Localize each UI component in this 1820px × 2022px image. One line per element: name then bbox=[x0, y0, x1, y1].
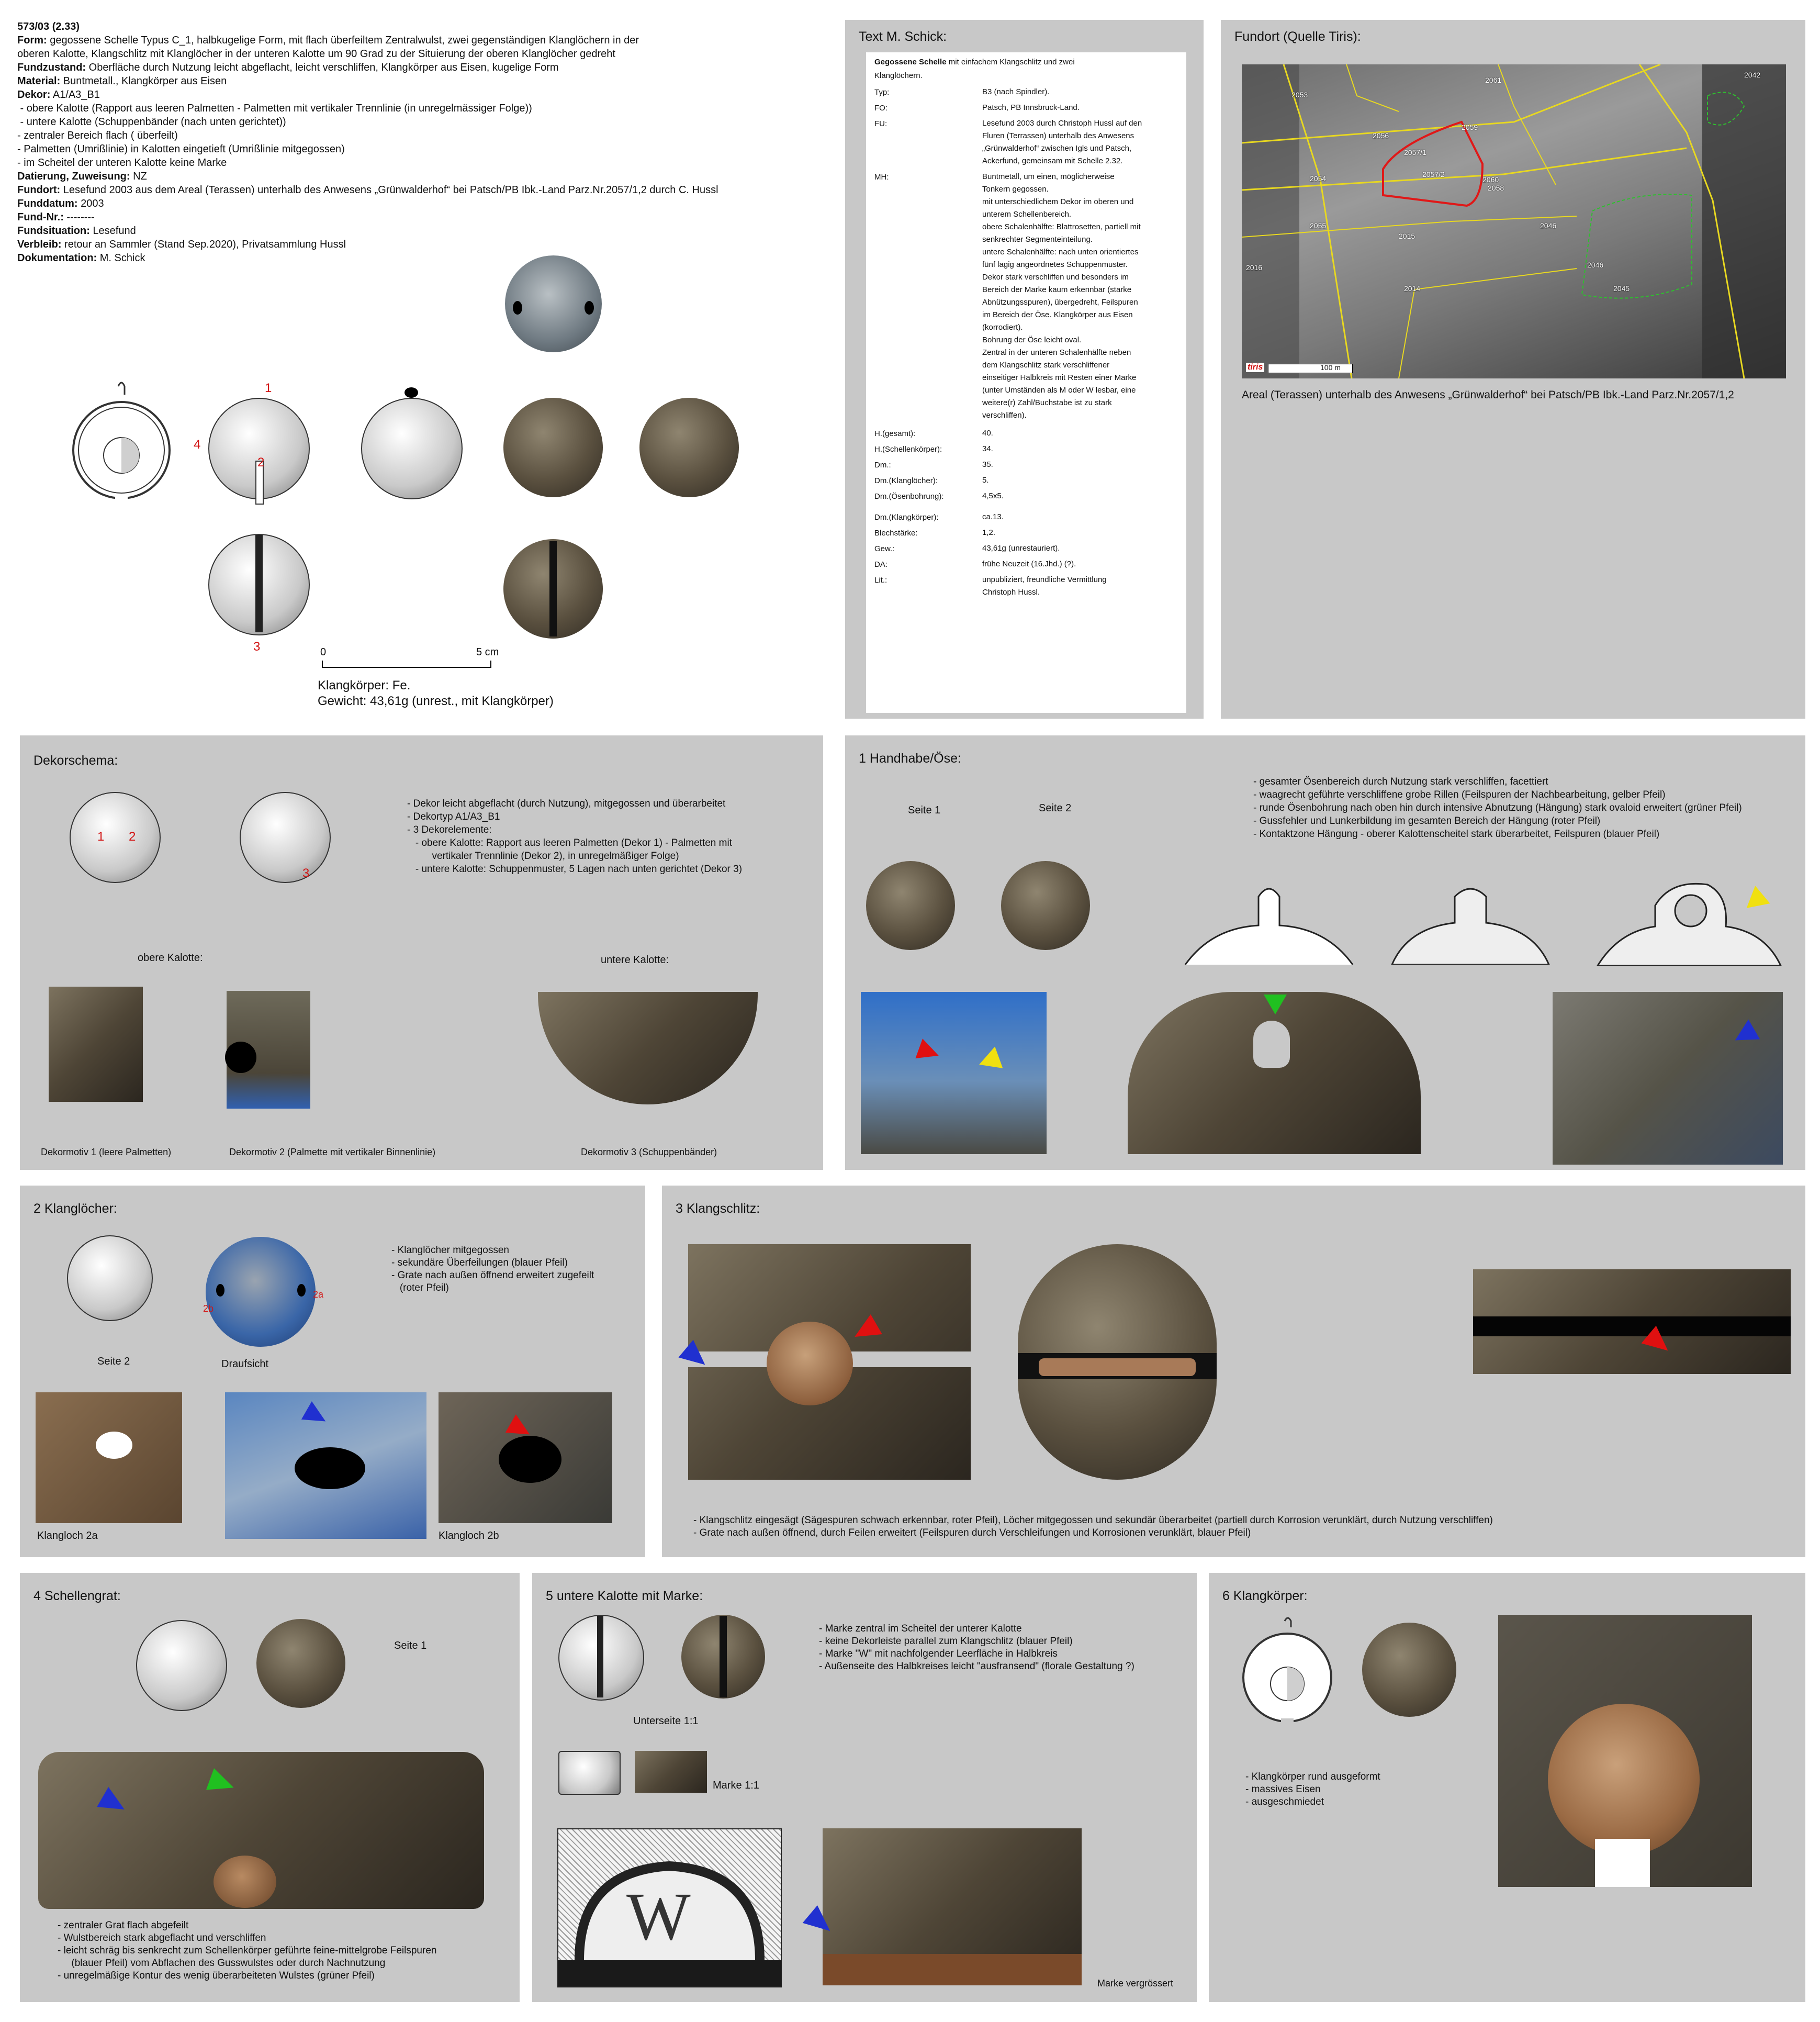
object-id: 573/03 (2.33) bbox=[17, 21, 80, 32]
klangloch-notes: - Klanglöcher mitgegossen - sekundäre Überfeilungen (blauer Pfeil) - Grate nach außen öffnend erweitert zugefeilt (roter Pfeil) bbox=[391, 1245, 594, 1293]
description-line bbox=[17, 197, 834, 210]
schick-row-key: H.(Schellenkörper): bbox=[874, 445, 942, 454]
handhabe-detail-loop bbox=[1128, 992, 1421, 1154]
marke-photo-slit bbox=[720, 1616, 727, 1697]
schick-row-value: B3 (nach Spindler). bbox=[982, 87, 1050, 96]
dekor-detail-3 bbox=[538, 992, 758, 1104]
schick-row-value: 1,2. bbox=[982, 528, 996, 537]
object-description bbox=[17, 20, 834, 265]
sound-hole-2b bbox=[297, 1284, 306, 1297]
schick-row-value: frühe Neuzeit (16.Jhd.) (?). bbox=[982, 560, 1076, 568]
label-marke-1-1: Marke 1:1 bbox=[713, 1780, 759, 1791]
bell-drawing-side2 bbox=[361, 398, 463, 499]
clapper bbox=[214, 1856, 276, 1908]
marke-large-drawing bbox=[557, 1828, 782, 1987]
klangloch-2b-hole bbox=[499, 1436, 561, 1483]
panel-klangschlitz bbox=[662, 1186, 1805, 1557]
description-line bbox=[17, 170, 834, 183]
map-parcel-label: 2059 bbox=[1462, 123, 1478, 131]
green-arrow bbox=[1264, 995, 1287, 1014]
klangkoerper-photo bbox=[1362, 1623, 1456, 1717]
panel-title: Fundort (Quelle Tiris): bbox=[1234, 29, 1361, 44]
description-value: Buntmetall., Klangkörper aus Eisen bbox=[60, 75, 227, 87]
loop-opening bbox=[1253, 1021, 1290, 1068]
schick-row-key: MH: bbox=[874, 173, 889, 182]
schick-row-key: Typ: bbox=[874, 88, 890, 97]
description-value: Lesefund bbox=[89, 225, 136, 237]
bottom-slit bbox=[549, 541, 557, 636]
schick-row-key: DA: bbox=[874, 560, 888, 569]
description-line bbox=[17, 102, 834, 115]
map-parcel-label: 2054 bbox=[1310, 174, 1327, 183]
clapper-edge bbox=[1039, 1358, 1196, 1376]
label-seite-1: Seite 1 bbox=[394, 1640, 427, 1651]
slit-detail bbox=[1473, 1316, 1791, 1336]
description-line bbox=[17, 129, 834, 142]
description-value: 2003 bbox=[77, 198, 104, 209]
schick-row-value: 40. bbox=[982, 429, 993, 438]
handhabe-photo-1 bbox=[866, 861, 955, 950]
schick-row-value: unpubliziert, freundliche Vermittlung Christoph Hussl. bbox=[982, 575, 1107, 597]
description-line bbox=[17, 115, 834, 129]
handhabe-photo-2 bbox=[1001, 861, 1090, 950]
panel-title: Dekorschema: bbox=[33, 753, 118, 768]
mark-2a: 2a bbox=[313, 1289, 324, 1300]
klangloch-2a-hole bbox=[96, 1432, 132, 1459]
schick-row-value: 34. bbox=[982, 444, 993, 453]
label-seite-2: Seite 2 bbox=[1039, 802, 1072, 814]
tiris-logo: tiris bbox=[1246, 363, 1264, 372]
caption-dekormotiv-2: Dekormotiv 2 (Palmette mit vertikaler Binnenlinie) bbox=[229, 1147, 436, 1157]
caption-klangloch-2a: Klangloch 2a bbox=[37, 1530, 98, 1541]
clapper-closeup bbox=[1548, 1704, 1700, 1856]
mark-2b: 2b bbox=[203, 1303, 214, 1314]
schick-row-key: FU: bbox=[874, 119, 887, 128]
panel-title: Text M. Schick: bbox=[859, 29, 947, 44]
klangkoerper-notes: - Klangkörper rund ausgeformt - massives Eisen - ausgeschmiedet bbox=[1245, 1771, 1380, 1807]
label-untere-kalotte: untere Kalotte: bbox=[601, 954, 669, 966]
description-key: Verbleib: bbox=[17, 239, 62, 250]
description-key: Material: bbox=[17, 75, 61, 87]
bell-photo-side1 bbox=[503, 398, 603, 497]
dekor-notes: - Dekor leicht abgeflacht (durch Nutzung), mitgegossen und überarbeitet - Dekortyp A1/A3_B1 - 3 Dekorelemente: - obere Kalotte: Rapport aus leeren Palmetten (Dekor 1) - Palmetten mit vertikaler Trennlinie (Dekor 2), in unregelmäßiger Folge) - untere Kalotte: Schuppenmuster, 5 Lagen nach unten gerichtet (Dekor 3) bbox=[407, 798, 743, 875]
description-key: Fundsituation: bbox=[17, 225, 90, 237]
handhabe-notes: - gesamter Ösenbereich durch Nutzung stark verschliffen, facettiert - waagrecht geführte verschliffene grobe Rillen (Feilspuren der Nachbearbeitung, gelber Pfeil) - runde Ösenbohrung nach oben hin durch intensive Abnutzung (Hängung) stark ovaloid erweitert (grüner Pfeil) - Gussfehler und Lunkerbildung im gesamten Bereich der Hängung (roter Pfeil) - Kontaktzone Hängung - oberer Kalottenscheitel stark überarbeitet, Feilspuren (blauer Pfeil) bbox=[1253, 776, 1742, 840]
caption-klangloch-2b: Klangloch 2b bbox=[439, 1530, 499, 1541]
description-value: gegossene Schelle Typus C_1, halbkugelige Form, mit flach überfeiltem Zentralwulst, zwei gegenständigen Klanglöchern in der bbox=[47, 35, 639, 46]
panel-dekorschema bbox=[20, 735, 823, 1170]
dekor-drawing-2 bbox=[240, 792, 331, 883]
sound-hole bbox=[585, 301, 594, 315]
map-caption: Areal (Terassen) unterhalb des Anwesens „Grünwalderhof“ bei Patsch/PB Ibk.-Land Parz.Nr.2057/1,2 bbox=[1242, 389, 1734, 401]
description-value: - untere Kalotte (Schuppenbänder (nach unten gerichtet)) bbox=[17, 116, 286, 128]
schick-intro-line2: Klanglöchern. bbox=[874, 71, 923, 80]
dekor-num-3: 3 bbox=[302, 866, 310, 880]
schick-row-key: Dm.: bbox=[874, 461, 891, 470]
handhabe-detail-contact bbox=[1553, 992, 1783, 1165]
marke-small-drawing bbox=[558, 1751, 621, 1795]
label-marke-vergroessert: Marke vergrössert bbox=[1097, 1978, 1174, 1989]
schellengrat-photo bbox=[256, 1619, 345, 1708]
description-value: oberen Kalotte, Klangschlitz mit Klanglöcher in der unteren Kalotte um 90 Grad zu der Situierung der oberen Klanglöcher gedreht bbox=[17, 48, 615, 60]
klangloch-dark-hole bbox=[295, 1447, 365, 1489]
handhabe-detail-blue bbox=[861, 992, 1047, 1154]
description-key: Datierung, Zuweisung: bbox=[17, 171, 130, 182]
drawing-number-4: 4 bbox=[194, 438, 201, 452]
scale-bar bbox=[322, 661, 491, 668]
marke-photo-edge bbox=[823, 1954, 1082, 1985]
map-parcel-label: 2045 bbox=[1613, 284, 1630, 293]
description-line bbox=[17, 210, 834, 224]
dekor-num-1: 1 bbox=[97, 830, 105, 844]
description-line bbox=[17, 183, 834, 197]
loop-drawing-1 bbox=[1180, 870, 1358, 965]
panel-title: 1 Handhabe/Öse: bbox=[859, 751, 961, 766]
slit-below-clapper bbox=[1595, 1839, 1650, 1887]
description-line bbox=[17, 47, 834, 61]
label-seite-1: Seite 1 bbox=[908, 805, 941, 816]
label-draufsicht: Draufsicht bbox=[221, 1358, 269, 1370]
map-parcel-label: 2046 bbox=[1540, 221, 1557, 230]
schick-row-key: Dm.(Ösenbohrung): bbox=[874, 492, 944, 501]
loop-drawing-2 bbox=[1387, 870, 1554, 965]
description-value: NZ bbox=[130, 171, 147, 182]
loop-hole bbox=[405, 387, 418, 398]
label-unterseite: Unterseite 1:1 bbox=[633, 1715, 699, 1727]
schick-intro bbox=[874, 58, 1075, 66]
caption-gewicht: Gewicht: 43,61g (unrest., mit Klangkörper) bbox=[318, 694, 554, 708]
schick-row-value: Lesefund 2003 durch Christoph Hussl auf den Fluren (Terrassen) unterhalb des Anwesens „Grünwalderhof“ zwischen Igls und Patsch, Ackerfund, gemeinsam mit Schelle 2.32. bbox=[982, 119, 1142, 165]
schick-text-sheet bbox=[866, 52, 1186, 713]
scale-label-5: 5 cm bbox=[476, 646, 499, 658]
description-key: Dokumentation: bbox=[17, 252, 97, 264]
description-value: -------- bbox=[63, 211, 95, 223]
panel-fundort bbox=[1221, 20, 1805, 719]
map-parcel-label: 2060 bbox=[1482, 175, 1499, 184]
drawing-number-2: 2 bbox=[257, 455, 265, 470]
bell-photo-side2 bbox=[639, 398, 739, 497]
marke-drawing-slit bbox=[597, 1616, 603, 1697]
schick-row-key: H.(gesamt): bbox=[874, 429, 916, 438]
map-parcel-label: 2057/1 bbox=[1404, 148, 1426, 157]
description-line bbox=[17, 142, 834, 156]
schick-row-value: ca.13. bbox=[982, 512, 1004, 521]
caption-klangkoerper: Klangkörper: Fe. bbox=[318, 678, 411, 692]
schick-row-key: Dm.(Klanglöcher): bbox=[874, 476, 938, 485]
description-line bbox=[17, 61, 834, 74]
description-value: - obere Kalotte (Rapport aus leeren Palmetten - Palmetten mit vertikaler Trennlinie (in unregelmässiger Folge)) bbox=[17, 103, 532, 114]
sound-hole bbox=[225, 1042, 256, 1073]
schick-row-value: Buntmetall, um einen, möglicherweise Tonkern gegossen. mit unterschiedlichem Dekor im oberen und unterem Schellenbereich. obere Schalenhälfte: Blattrosetten, partiell mit senkrechter Segmenteinteilung. untere Schalenhälfte: nach unten orientiertes fünf lagig angeordnetes Schuppenmuster. Dekor stark verschliffen und besonders im Bereich der Marke kaum erkennbar (starke Abnützungsspuren), übergedreht, Feilspuren im Bereich der Öse. Klangkörper aus Eisen (korrodiert). Bohrung der Öse leicht oval. Zentral in der unteren Schalenhälfte neben dem Klangschlitz stark verschliffener einseitiger Halbkreis mit Resten einer Marke (unter Umständen als M oder W lesbar, eine weitere(r) Zahl/Buchstabe ist zu stark verschliffen). bbox=[982, 172, 1141, 420]
panel-title: 3 Klangschlitz: bbox=[676, 1201, 760, 1216]
map-parcel-label: 2046 bbox=[1587, 261, 1604, 269]
klangloch-drawing bbox=[67, 1235, 153, 1321]
map-parcel-label: 2061 bbox=[1485, 76, 1502, 84]
drawing-number-1: 1 bbox=[265, 381, 272, 395]
description-key: Fundort: bbox=[17, 184, 61, 196]
description-value: Oberfläche durch Nutzung leicht abgeflacht, leicht verschliffen, Klangkörper aus Eisen, kugelige Form bbox=[86, 62, 559, 73]
panel-title: 4 Schellengrat: bbox=[33, 1589, 121, 1603]
description-value: - im Scheitel der unteren Kalotte keine Marke bbox=[17, 157, 227, 169]
description-line bbox=[17, 33, 834, 47]
schick-row-key: Lit.: bbox=[874, 576, 887, 585]
description-lines bbox=[17, 33, 834, 265]
description-line bbox=[17, 238, 834, 251]
map-parcel-label: 2015 bbox=[1399, 232, 1415, 240]
profile-drawing bbox=[64, 377, 179, 508]
schick-row-value: 35. bbox=[982, 460, 993, 469]
description-key: Dekor: bbox=[17, 89, 51, 100]
description-value: - Palmetten (Umrißlinie) in Kalotten eingetieft (Umrißlinie mitgegossen) bbox=[17, 143, 345, 155]
map-parcel-label: 2055 bbox=[1310, 221, 1327, 230]
schick-row-value: 43,61g (unrestauriert). bbox=[982, 544, 1060, 553]
sound-hole bbox=[513, 301, 522, 315]
dekor-num-2: 2 bbox=[129, 830, 136, 844]
schellengrat-drawing bbox=[136, 1620, 227, 1711]
sound-hole-2a bbox=[216, 1284, 224, 1297]
panel-klangloecher bbox=[20, 1186, 645, 1557]
panel-schick bbox=[845, 20, 1204, 719]
description-value: A1/A3_B1 bbox=[50, 89, 100, 100]
panel-title: 6 Klangkörper: bbox=[1222, 1589, 1308, 1603]
caption-dekormotiv-3: Dekormotiv 3 (Schuppenbänder) bbox=[581, 1147, 717, 1157]
aerial-map bbox=[1242, 64, 1786, 378]
panel-handhabe bbox=[845, 735, 1805, 1170]
schick-intro-bold: Gegossene Schelle bbox=[874, 58, 947, 66]
drawing-number-3: 3 bbox=[253, 640, 261, 654]
dekor-detail-1 bbox=[49, 987, 143, 1102]
map-scale-label: 100 m bbox=[1320, 363, 1341, 372]
description-line bbox=[17, 74, 834, 88]
map-parcel-label: 2056 bbox=[1373, 131, 1389, 140]
map-parcel-label: 2057/2 bbox=[1422, 170, 1445, 178]
description-key: Fund-Nr.: bbox=[17, 211, 64, 223]
description-line bbox=[17, 156, 834, 170]
schick-intro-rest: mit einfachem Klangschlitz und zwei bbox=[946, 58, 1075, 66]
map-parcel-label: 2053 bbox=[1291, 91, 1308, 99]
description-key: Funddatum: bbox=[17, 198, 78, 209]
svg-text:W: W bbox=[626, 1879, 691, 1954]
clapper bbox=[767, 1322, 853, 1405]
description-value: retour an Sammler (Stand Sep.2020), Privatsammlung Hussl bbox=[61, 239, 346, 250]
schellengrat-notes: - zentraler Grat flach abgefeilt - Wulstbereich stark abgeflacht und verschliffen - leicht schräg bis senkrecht zum Schellenkörper geführte feine-mittelgrobe Feilspuren (blauer Pfeil) vom Abflachen des Gusswulstes oder durch Nachnutzung - unregelmäßige Kontur des wenig überarbeiteten Wulstes (grüner Pfeil) bbox=[58, 1920, 437, 1981]
map-parcel-label: 2042 bbox=[1744, 71, 1761, 79]
panel-marke bbox=[532, 1573, 1197, 2002]
label-obere-kalotte: obere Kalotte: bbox=[138, 952, 203, 964]
caption-dekormotiv-1: Dekormotiv 1 (leere Palmetten) bbox=[41, 1147, 172, 1157]
scale-label-0: 0 bbox=[320, 646, 327, 658]
panel-klangkoerper bbox=[1209, 1573, 1805, 2002]
map-parcel-label: 2058 bbox=[1488, 184, 1504, 192]
description-value: - zentraler Bereich flach ( überfeilt) bbox=[17, 130, 178, 141]
loop-drawing-3 bbox=[1592, 869, 1786, 966]
description-line bbox=[17, 88, 834, 102]
dekor-drawing-1 bbox=[70, 792, 161, 883]
description-line bbox=[17, 224, 834, 238]
bottom-slit-drawing bbox=[255, 535, 263, 632]
panel-schellengrat bbox=[20, 1573, 520, 2002]
marke-small-photo bbox=[635, 1751, 707, 1793]
schick-row-value: Patsch, PB Innsbruck-Land. bbox=[982, 103, 1080, 112]
map-parcel-label: 2016 bbox=[1246, 263, 1263, 272]
description-value: Lesefund 2003 aus dem Areal (Terassen) unterhalb des Anwesens „Grünwalderhof“ bei Patsch/PB Ibk.-Land Parz.Nr.2057/1,2 durch C. Hussl bbox=[60, 184, 718, 196]
description-line bbox=[17, 251, 834, 265]
description-value: M. Schick bbox=[97, 252, 145, 264]
label-seite-2: Seite 2 bbox=[97, 1356, 130, 1367]
schick-row-key: FO: bbox=[874, 104, 887, 113]
schick-row-key: Gew.: bbox=[874, 544, 895, 553]
description-key: Form: bbox=[17, 35, 47, 46]
schick-row-value: 5. bbox=[982, 476, 989, 485]
description-key: Fundzustand: bbox=[17, 62, 86, 73]
panel-title: 2 Klanglöcher: bbox=[33, 1201, 117, 1216]
marke-notes: - Marke zentral im Scheitel der unterer Kalotte - keine Dekorleiste parallel zum Klangschlitz (blauer Pfeil) - Marke "W" mit nachfolgender Leerfläche in Halbkreis - Außenseite des Halbkreises leicht "ausfransend" (florale Gestaltung ?) bbox=[819, 1623, 1134, 1672]
panel-title: 5 untere Kalotte mit Marke: bbox=[546, 1589, 703, 1603]
map-parcel-label: 2014 bbox=[1404, 284, 1421, 293]
schick-row-key: Dm.(Klangkörper): bbox=[874, 513, 939, 522]
schick-row-value: 4,5x5. bbox=[982, 491, 1004, 500]
klangkoerper-profile-drawing bbox=[1235, 1615, 1340, 1730]
schick-row-key: Blechstärke: bbox=[874, 529, 918, 538]
klangschlitz-notes: - Klangschlitz eingesägt (Sägespuren schwach erkennbar, roter Pfeil), Löcher mitgegossen und sekundär überarbeitet (partiell durch Korrosion verunklärt, durch Nutzung verschliffen) - Grate nach außen öffnend, durch Feilen erweitert (Feilspuren durch Verschleifungen und Korrosionen verunklärt, blauer Pfeil) bbox=[693, 1515, 1493, 1538]
